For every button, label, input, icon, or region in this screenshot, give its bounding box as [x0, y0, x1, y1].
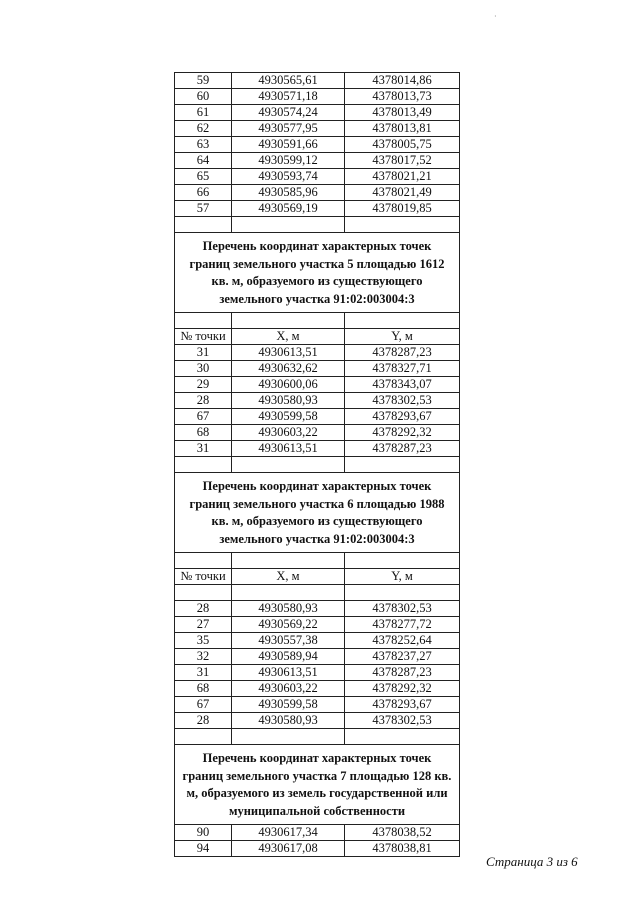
point-number-cell: 61 [175, 105, 232, 121]
y-coordinate-cell: 4378292,32 [345, 681, 460, 697]
x-coordinate-cell: 4930593,74 [232, 169, 345, 185]
x-coordinate-cell: 4930580,93 [232, 393, 345, 409]
table-row [175, 121, 460, 137]
table-row [175, 409, 460, 425]
empty-cell [232, 585, 345, 601]
y-coordinate-cell: 4378019,85 [345, 201, 460, 217]
empty-cell [175, 457, 232, 473]
point-number-cell: 67 [175, 409, 232, 425]
point-number-cell: 59 [175, 73, 232, 89]
point-number-cell: 31 [175, 441, 232, 457]
point-number-cell: 31 [175, 345, 232, 361]
empty-row [175, 729, 460, 745]
point-number-cell: 60 [175, 89, 232, 105]
empty-cell [232, 729, 345, 745]
x-coordinate-cell: 4930585,96 [232, 185, 345, 201]
table-row [175, 201, 460, 217]
x-coordinate-cell: 4930574,24 [232, 105, 345, 121]
point-number-cell: 66 [175, 185, 232, 201]
point-number-cell: 90 [175, 825, 232, 841]
x-coordinate-cell: 4930580,93 [232, 713, 345, 729]
point-number-cell: 28 [175, 393, 232, 409]
empty-row [175, 585, 460, 601]
table-row [175, 153, 460, 169]
table-row [175, 713, 460, 729]
table-row [175, 681, 460, 697]
table-row [175, 441, 460, 457]
table-row [175, 361, 460, 377]
table-row [175, 393, 460, 409]
table-row [175, 345, 460, 361]
y-coordinate-cell: 4378292,32 [345, 425, 460, 441]
x-coordinate-cell: 4930591,66 [232, 137, 345, 153]
empty-cell [345, 457, 460, 473]
y-coordinate-cell: 4378293,67 [345, 409, 460, 425]
y-coordinate-cell: 4378038,52 [345, 825, 460, 841]
point-number-cell: 27 [175, 617, 232, 633]
y-coordinate-cell: 4378327,71 [345, 361, 460, 377]
section-7-caption-row [175, 745, 460, 825]
y-coordinate-cell: 4378302,53 [345, 601, 460, 617]
header-row [175, 569, 460, 585]
y-coordinate-cell: 4378343,07 [345, 377, 460, 393]
table-row [175, 617, 460, 633]
point-number-cell: 32 [175, 649, 232, 665]
empty-row [175, 457, 460, 473]
header-row [175, 329, 460, 345]
point-number-cell: 30 [175, 361, 232, 377]
table-row [175, 137, 460, 153]
point-number-cell: 67 [175, 697, 232, 713]
x-header: X, м [232, 569, 345, 585]
x-coordinate-cell: 4930599,58 [232, 409, 345, 425]
table-row [175, 825, 460, 841]
point-number-cell: 31 [175, 665, 232, 681]
table-row [175, 105, 460, 121]
y-coordinate-cell: 4378021,21 [345, 169, 460, 185]
y-coordinate-cell: 4378017,52 [345, 153, 460, 169]
empty-cell [232, 313, 345, 329]
table-row [175, 73, 460, 89]
x-coordinate-cell: 4930613,51 [232, 441, 345, 457]
empty-cell [345, 217, 460, 233]
point-number-cell: 63 [175, 137, 232, 153]
x-coordinate-cell: 4930603,22 [232, 425, 345, 441]
table-row [175, 185, 460, 201]
x-coordinate-cell: 4930613,51 [232, 665, 345, 681]
page-number: Страница 3 из 6 [486, 854, 578, 869]
y-coordinate-cell: 4378302,53 [345, 713, 460, 729]
table-row [175, 425, 460, 441]
empty-cell [232, 217, 345, 233]
point-number-cell: 94 [175, 841, 232, 857]
empty-row [175, 217, 460, 233]
y-coordinate-cell: 4378005,75 [345, 137, 460, 153]
table-row [175, 633, 460, 649]
x-coordinate-cell: 4930599,12 [232, 153, 345, 169]
y-header: Y, м [345, 569, 460, 585]
y-coordinate-cell: 4378013,49 [345, 105, 460, 121]
table-row [175, 841, 460, 857]
point-number-cell: 68 [175, 425, 232, 441]
table-row [175, 169, 460, 185]
section-6-caption-row [175, 473, 460, 553]
x-coordinate-cell: 4930571,18 [232, 89, 345, 105]
y-coordinate-cell: 4378237,27 [345, 649, 460, 665]
point-number-cell: 35 [175, 633, 232, 649]
point-number-cell: 28 [175, 713, 232, 729]
y-coordinate-cell: 4378287,23 [345, 345, 460, 361]
table-row [175, 89, 460, 105]
x-coordinate-cell: 4930580,93 [232, 601, 345, 617]
x-coordinate-cell: 4930599,58 [232, 697, 345, 713]
x-coordinate-cell: 4930569,19 [232, 201, 345, 217]
empty-cell [175, 313, 232, 329]
y-coordinate-cell: 4378252,64 [345, 633, 460, 649]
point-number-cell: 62 [175, 121, 232, 137]
y-coordinate-cell: 4378014,86 [345, 73, 460, 89]
point-number-header: № точки [175, 329, 232, 345]
section-5-caption-row [175, 233, 460, 313]
x-coordinate-cell: 4930600,06 [232, 377, 345, 393]
table-row [175, 665, 460, 681]
section-6-caption: Перечень координат характерных точек границ земельного участка 6 площадью 1988 кв. м, образуемого из существующего земельного участка 91:02:003004:3 [175, 473, 460, 553]
x-coordinate-cell: 4930617,08 [232, 841, 345, 857]
x-coordinate-cell: 4930557,38 [232, 633, 345, 649]
y-coordinate-cell: 4378287,23 [345, 441, 460, 457]
y-header: Y, м [345, 329, 460, 345]
empty-cell [175, 729, 232, 745]
y-coordinate-cell: 4378302,53 [345, 393, 460, 409]
point-number-cell: 29 [175, 377, 232, 393]
table-row [175, 697, 460, 713]
x-coordinate-cell: 4930603,22 [232, 681, 345, 697]
empty-cell [175, 217, 232, 233]
point-number-cell: 64 [175, 153, 232, 169]
empty-row [175, 553, 460, 569]
scan-speck: · [494, 12, 497, 21]
x-coordinate-cell: 4930569,22 [232, 617, 345, 633]
empty-cell [175, 585, 232, 601]
empty-cell [345, 585, 460, 601]
empty-cell [345, 313, 460, 329]
point-number-cell: 57 [175, 201, 232, 217]
coordinates-table [174, 72, 460, 857]
point-number-cell: 65 [175, 169, 232, 185]
empty-cell [345, 729, 460, 745]
section-7-caption: Перечень координат характерных точек границ земельного участка 7 площадью 128 кв. м, образуемого из земель государственной или муниципальной собственности [175, 745, 460, 825]
y-coordinate-cell: 4378021,49 [345, 185, 460, 201]
x-coordinate-cell: 4930632,62 [232, 361, 345, 377]
empty-cell [232, 457, 345, 473]
y-coordinate-cell: 4378293,67 [345, 697, 460, 713]
empty-cell [175, 553, 232, 569]
x-header: X, м [232, 329, 345, 345]
y-coordinate-cell: 4378287,23 [345, 665, 460, 681]
point-number-header: № точки [175, 569, 232, 585]
empty-cell [345, 553, 460, 569]
x-coordinate-cell: 4930577,95 [232, 121, 345, 137]
section-5-caption: Перечень координат характерных точек границ земельного участка 5 площадью 1612 кв. м, образуемого из существующего земельного участка 91:02:003004:3 [175, 233, 460, 313]
table-row [175, 601, 460, 617]
coordinates-document [174, 72, 459, 857]
table-row [175, 377, 460, 393]
empty-cell [232, 553, 345, 569]
point-number-cell: 68 [175, 681, 232, 697]
y-coordinate-cell: 4378038,81 [345, 841, 460, 857]
x-coordinate-cell: 4930613,51 [232, 345, 345, 361]
y-coordinate-cell: 4378277,72 [345, 617, 460, 633]
y-coordinate-cell: 4378013,81 [345, 121, 460, 137]
point-number-cell: 28 [175, 601, 232, 617]
y-coordinate-cell: 4378013,73 [345, 89, 460, 105]
x-coordinate-cell: 4930565,61 [232, 73, 345, 89]
x-coordinate-cell: 4930589,94 [232, 649, 345, 665]
empty-row [175, 313, 460, 329]
table-row [175, 649, 460, 665]
x-coordinate-cell: 4930617,34 [232, 825, 345, 841]
